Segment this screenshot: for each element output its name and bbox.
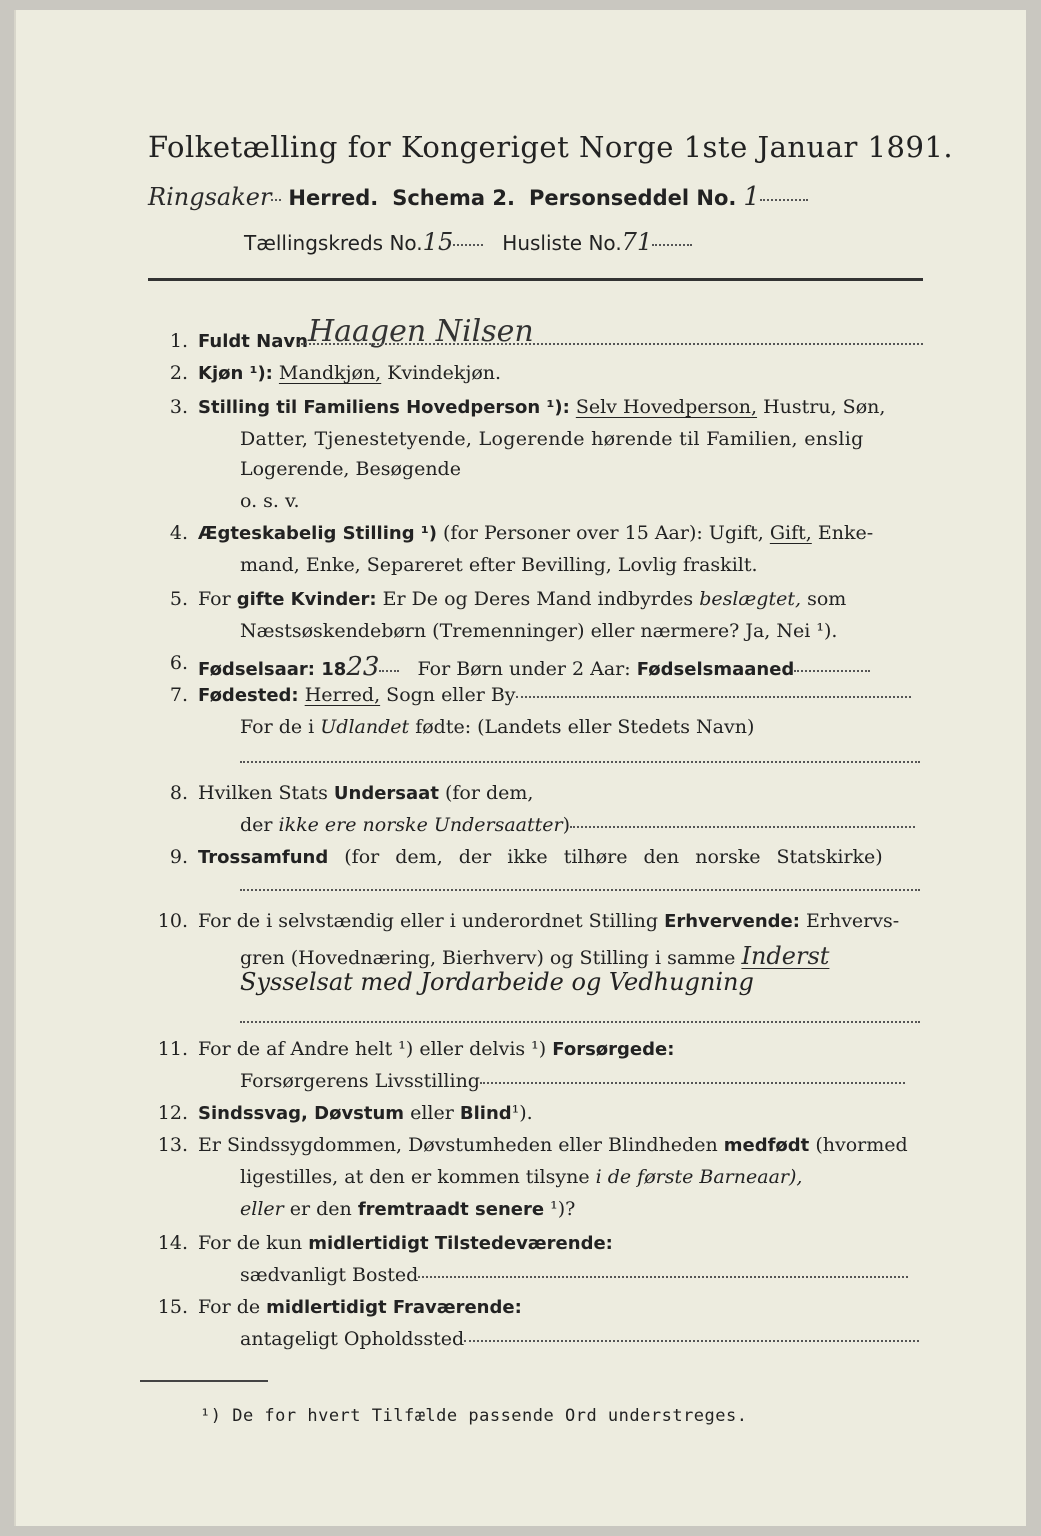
schema-label: Schema 2. (392, 186, 515, 210)
trossamfund-label: Trossamfund (198, 847, 329, 868)
aegteskab-label: Ægteskabelig Stilling ¹) (198, 523, 437, 544)
header-herred-row (148, 182, 808, 212)
erhvervende-label: Erhvervende: (664, 911, 800, 932)
text: fødte: (Landets eller Stedets Navn) (415, 716, 755, 738)
item-3-line-2: Datter, Tjenestetyende, Logerende hørende til Familien, enslig (240, 428, 864, 450)
text: Sogn eller By (386, 684, 516, 706)
item-number: 5. (169, 588, 188, 610)
stilling-label: Stilling til Familiens Hovedperson ¹): (198, 397, 570, 418)
text: antageligt Opholdssted (240, 1328, 465, 1350)
text: Er Sindssygdommen, Døvstumheden eller Blindheden (198, 1134, 718, 1156)
item-number: 8. (169, 782, 188, 804)
name-handwritten: Haagen Nilsen (308, 314, 534, 349)
header-kreds-row (244, 228, 692, 256)
husliste-handwritten: 71 (621, 228, 653, 256)
item-3-line-4: o. s. v. (240, 490, 300, 512)
text: ¹). (511, 1102, 533, 1124)
item-number: 9. (169, 846, 188, 868)
text: For de i (240, 716, 315, 738)
text: Erhvervs- (806, 910, 900, 932)
text: Forsørgerens Livsstilling (240, 1070, 480, 1092)
text: sædvanligt Bosted (240, 1264, 419, 1286)
item-number: 14. (157, 1232, 188, 1254)
item-number: 12. (157, 1102, 188, 1124)
item-5-line-2: Næstsøskendebørn (Tremenninger) eller nærmere? Ja, Nei ¹). (240, 620, 838, 642)
dotted-fill (760, 198, 808, 201)
text: (for dem, der ikke tilhøre den norske Statskirke) (344, 846, 883, 868)
item-number: 11. (157, 1038, 188, 1060)
dotted-fill (240, 760, 920, 763)
item-number: 2. (169, 362, 188, 384)
birthyear-handwritten: 23 (346, 652, 380, 682)
sindssvag-label: Sindssvag, Døvstum (198, 1103, 405, 1124)
dotted-fill (418, 1275, 908, 1278)
text: For de i selvstændig eller i underordnet Stilling (198, 910, 659, 932)
gifte-kvinder-label: gifte Kvinder: (236, 589, 377, 610)
fodested-label: Fødested: (198, 685, 299, 706)
dotted-fill (794, 669, 870, 672)
item-15-line-2 (240, 1328, 919, 1350)
text: i de første Barneaar), (595, 1166, 803, 1188)
tilstedevaerende-label: midlertidigt Tilstedeværende: (308, 1233, 613, 1254)
personseddel-label: Personseddel No. (528, 186, 737, 210)
item-11-line-2 (240, 1070, 905, 1092)
item-3-line-3: Logerende, Besøgende (240, 458, 461, 480)
options-text: (for Personer over 15 Aar): Ugift, (443, 522, 764, 544)
dotted-fill (379, 669, 399, 672)
item-8-line-2: der ikke ere norske Undersaatter) (240, 814, 915, 836)
dotted-fill (480, 1081, 905, 1084)
text: er den (289, 1198, 352, 1220)
text: For (198, 588, 231, 610)
form-title: Folketælling for Kongeriget Norge 1ste Januar 1891. (148, 130, 954, 164)
item-number: 15. (157, 1296, 188, 1318)
item-13-line-2 (240, 1166, 802, 1188)
text: ¹)? (550, 1198, 576, 1220)
text: ligestilles, at den er kommen tilsyne (240, 1166, 590, 1188)
text: eller (410, 1102, 454, 1124)
herred-handwritten: Ringsaker (148, 183, 272, 211)
dotted-fill (271, 198, 281, 201)
text: (for dem, (444, 782, 534, 804)
husliste-label: Husliste No. (502, 231, 622, 255)
text: For de kun (198, 1232, 303, 1254)
option-herred: Herred, (304, 684, 381, 706)
item-13-line-3 (240, 1198, 575, 1220)
item-number: 6. (169, 652, 188, 674)
fuldt-navn-label: Fuldt Navn (198, 331, 308, 352)
dotted-fill (652, 243, 692, 246)
text: eller (240, 1198, 284, 1220)
fodselsaar-label: Fødselsaar: 18 (198, 659, 347, 680)
dotted-fill (516, 695, 911, 698)
item-number: 13. (157, 1134, 188, 1156)
text: Er De og Deres Mand indbyrdes (382, 588, 694, 610)
text: Udlandet (320, 716, 410, 738)
occupation-handwritten-2: Sysselsat med Jordarbeide og Vedhugning (240, 968, 754, 996)
fodselsmaaned-label: Fødselsmaaned (636, 659, 795, 680)
herred-label: Herred. (288, 186, 379, 210)
kreds-handwritten: 15 (422, 228, 454, 256)
dotted-fill (240, 888, 920, 891)
text: For de af Andre helt ¹) eller delvis ¹) (198, 1038, 547, 1060)
option-selv-hovedperson: Selv Hovedperson, (575, 396, 758, 418)
medfodt-label: medfødt (723, 1135, 810, 1156)
item-number: 4. (169, 522, 188, 544)
dotted-fill (240, 1020, 920, 1023)
text: ikke ere norske Undersaatter (278, 814, 563, 836)
text: der (240, 814, 273, 836)
text: gren (Hovednæring, Bierhverv) og Stilling i samme (240, 947, 736, 969)
kjon-label: Kjøn ¹): (198, 363, 273, 384)
undersaat-label: Undersaat (333, 783, 439, 804)
option-mandkjon: Mandkjøn, (278, 362, 382, 384)
text: (hvormed (815, 1134, 908, 1156)
kreds-label: Tællingskreds No. (244, 231, 423, 255)
footnote-divider (140, 1380, 268, 1382)
text: som (807, 588, 847, 610)
fremtraadt-label: fremtraadt senere (357, 1199, 545, 1220)
item-14-line-2 (240, 1264, 908, 1286)
item-number: 1. (169, 330, 188, 352)
item-4-line-2: mand, Enke, Separeret efter Bevilling, Lovlig fraskilt. (240, 554, 758, 576)
text: For de (198, 1296, 261, 1318)
header-divider (148, 278, 923, 281)
text: beslægtet, (699, 588, 802, 610)
blind-label: Blind (459, 1103, 512, 1124)
dotted-fill (453, 243, 483, 246)
item-7-line-2 (240, 716, 754, 738)
dotted-fill (298, 342, 923, 345)
text: For Børn under 2 Aar: (417, 658, 631, 680)
item-number: 3. (169, 396, 188, 418)
dotted-fill (464, 1339, 919, 1342)
options-text: Hustru, Søn, (763, 396, 886, 418)
forsorgede-label: Forsørgede: (552, 1039, 675, 1060)
personseddel-handwritten: 1 (743, 182, 760, 212)
footnote: ¹) De for hvert Tilfælde passende Ord understreges. (200, 1406, 748, 1426)
item-number: 7. (169, 684, 188, 706)
dotted-fill (570, 825, 915, 828)
item-10-line-2 (240, 942, 829, 970)
option-gift: Gift, (769, 522, 812, 544)
occupation-handwritten-1: Inderst (741, 942, 830, 970)
option-kvindekjon: Kvindekjøn. (387, 362, 502, 384)
options-text: Enke- (817, 522, 874, 544)
fravaerende-label: midlertidigt Fraværende: (266, 1297, 522, 1318)
text: Hvilken Stats (198, 782, 328, 804)
item-number: 10. (157, 910, 188, 932)
